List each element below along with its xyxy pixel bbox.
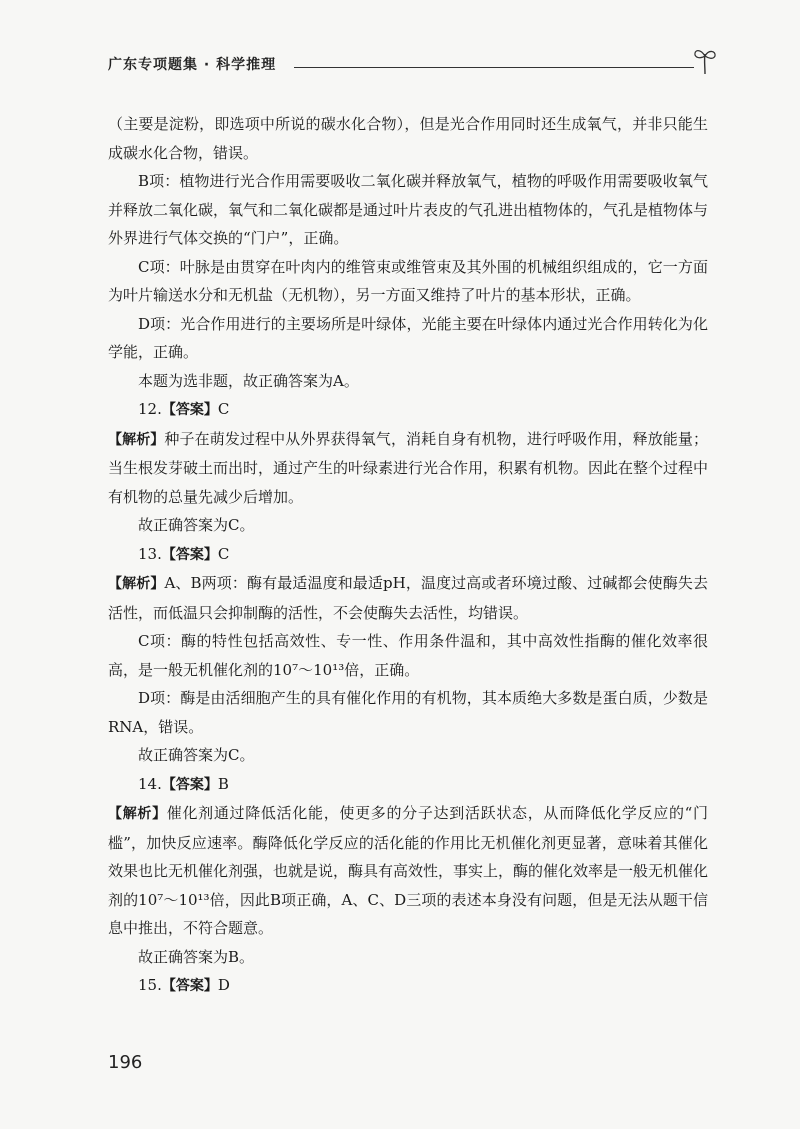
answer-line bbox=[108, 971, 708, 1001]
answer-line bbox=[108, 540, 708, 570]
analysis-paragraph bbox=[108, 425, 708, 512]
paragraph-text: 故正确答案为C。 bbox=[138, 516, 255, 534]
paragraph-text: C项：叶脉是由贯穿在叶肉内的维管束或维管束及其外围的机械组织组成的，它一方面为叶片输送水分和无机盐（无机物），另一方面又维持了叶片的基本形状，正确。 bbox=[108, 257, 708, 304]
question-number: 12. bbox=[138, 400, 162, 418]
paragraph-text: A、B两项：酶有最适温度和最适pH，温度过高或者环境过酸、过碱都会使酶失去活性，而低温只会抑制酶的活性，不会使酶失去活性，均错误。 bbox=[108, 574, 709, 622]
page-number: 196 bbox=[108, 1052, 143, 1073]
paragraph-text: D项：酶是由活细胞产生的具有催化作用的有机物，其本质绝大多数是蛋白质，少数是RNA，错误。 bbox=[108, 689, 708, 736]
body-paragraph bbox=[108, 943, 708, 972]
bracket-tag: 【答案】 bbox=[161, 402, 218, 418]
paragraph-text: D bbox=[217, 976, 230, 994]
body-paragraph bbox=[108, 511, 708, 540]
paragraph-text: C bbox=[217, 400, 230, 418]
body-paragraph bbox=[108, 110, 708, 167]
paragraph-text: B项：植物进行光合作用需要吸收二氧化碳并释放氧气，植物的呼吸作用需要吸收氧气并释放二氧化碳，氧气和二氧化碳都是通过叶片表皮的气孔进出植物体的，气孔是植物体与外界进行气体交换的“门户”，正确。 bbox=[108, 172, 709, 247]
paragraph-text: 种子在萌发过程中从外界获得氧气，消耗自身有机物，进行呼吸作用，释放能量；当生根发芽破土而出时，通过产生的叶绿素进行光合作用，积累有机物。因此在整个过程中有机物的总量先减少后增加。 bbox=[108, 429, 709, 506]
header-rule bbox=[294, 67, 694, 68]
header-title: 广东专项题集 · 科学推理 bbox=[108, 57, 277, 73]
body-paragraph bbox=[108, 310, 708, 367]
bracket-tag: 【解析】 bbox=[108, 431, 165, 448]
body-paragraph bbox=[108, 367, 708, 396]
body-paragraph bbox=[108, 627, 708, 684]
paragraph-text: C项：酶的特性包括高效性、专一性、作用条件温和，其中高效性指酶的催化效率很高，是一般无机催化剂的10⁷～10¹³倍，正确。 bbox=[108, 632, 708, 679]
paragraph-text: 故正确答案为C。 bbox=[138, 746, 255, 764]
answer-line bbox=[108, 395, 708, 425]
paragraph-text: D项：光合作用进行的主要场所是叶绿体，光能主要在叶绿体内通过光合作用转化为化学能，正确。 bbox=[108, 314, 708, 361]
page-body bbox=[108, 110, 708, 1001]
bracket-tag: 【解析】 bbox=[108, 576, 165, 592]
sprout-icon bbox=[692, 46, 718, 76]
body-paragraph bbox=[108, 741, 708, 770]
paragraph-text: B bbox=[217, 774, 229, 793]
paragraph-text: （主要是淀粉，即选项中所说的碳水化合物），但是光合作用同时还生成氧气，并非只能生成碳水化合物，错误。 bbox=[108, 115, 708, 162]
bracket-tag: 【解析】 bbox=[108, 806, 167, 822]
question-number: 15. bbox=[138, 976, 162, 994]
question-number: 13. bbox=[138, 544, 162, 563]
paragraph-text: 催化剂通过降低活化能，使更多的分子达到活跃状态，从而降低化学反应的“门槛”，加快反应速率。酶降低化学反应的活化能的作用比无机催化剂更显著，意味着其催化效果也比无机催化剂强，也就是说，酶具有高效性，事实上，酶的催化效率是一般无机催化剂的10⁷～10¹³倍，因此B项正确，A、C、D三项的表述本身没有问题，但是无法从题干信息中推出，不符合题意。 bbox=[108, 804, 709, 937]
body-paragraph bbox=[108, 253, 708, 310]
bracket-tag: 【答案】 bbox=[161, 776, 218, 793]
body-paragraph bbox=[108, 684, 708, 741]
analysis-paragraph bbox=[108, 799, 708, 943]
running-header bbox=[108, 46, 718, 80]
bracket-tag: 【答案】 bbox=[161, 546, 218, 563]
question-number: 14. bbox=[138, 774, 162, 793]
paragraph-text: 本题为选非题，故正确答案为A。 bbox=[138, 371, 359, 390]
answer-line bbox=[108, 770, 708, 800]
body-paragraph bbox=[108, 167, 708, 253]
paragraph-text: C bbox=[217, 544, 230, 563]
bracket-tag: 【答案】 bbox=[161, 978, 218, 994]
analysis-paragraph bbox=[108, 569, 708, 627]
paragraph-text: 故正确答案为B。 bbox=[138, 947, 255, 966]
